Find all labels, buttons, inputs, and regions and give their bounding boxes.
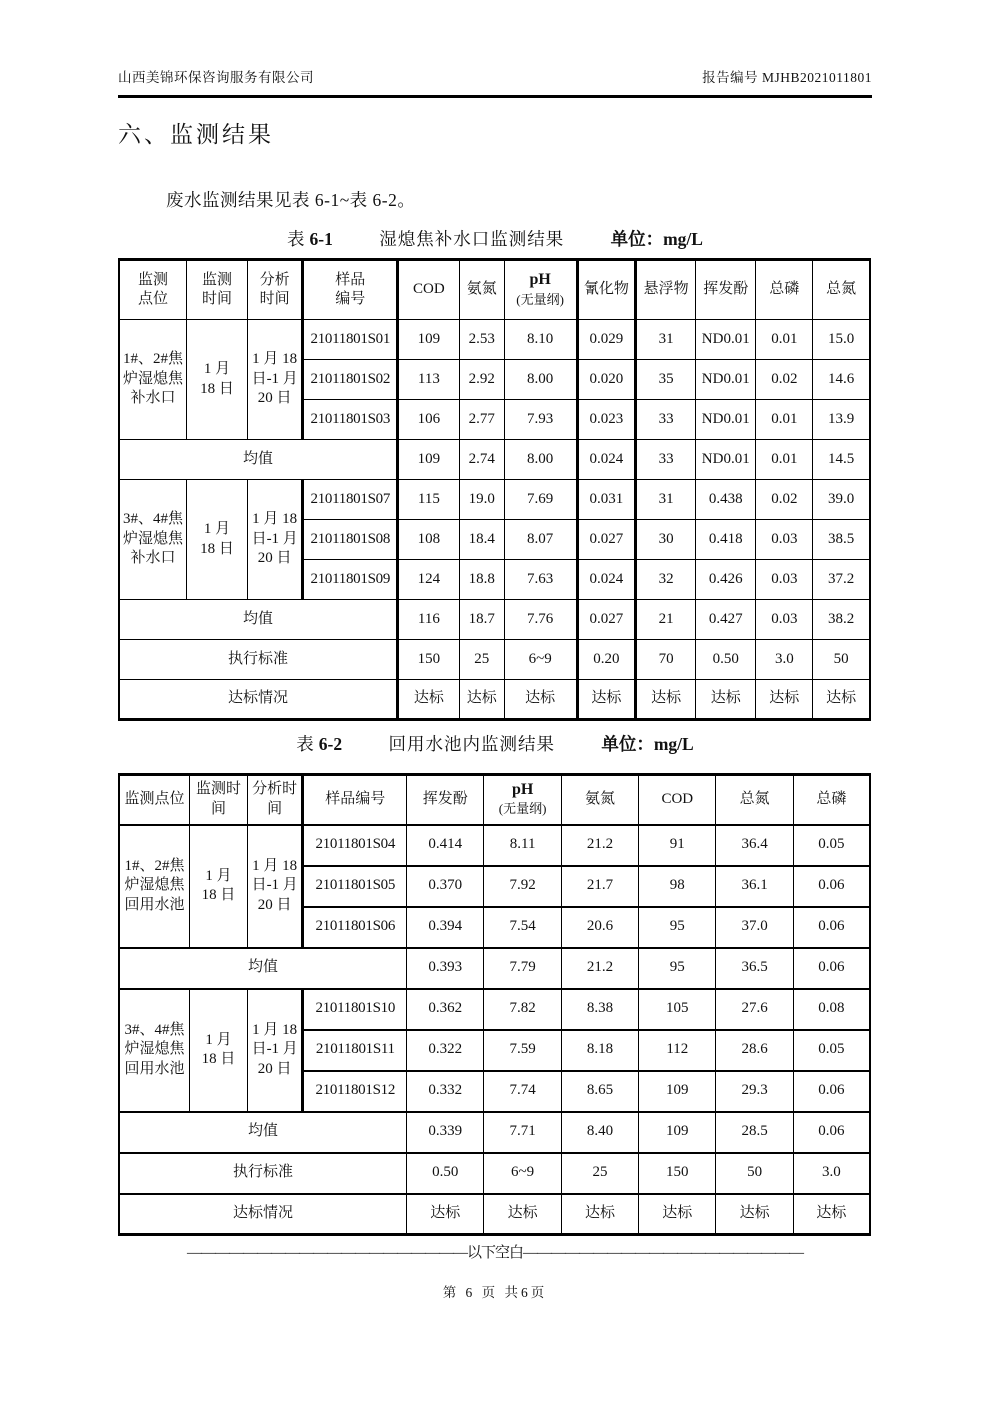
table-cell: 8.38 bbox=[561, 989, 638, 1030]
table-1-caption-unit bbox=[611, 229, 703, 249]
table-2-caption-unit bbox=[601, 734, 693, 754]
table-cell: 50 bbox=[716, 1153, 793, 1194]
table-cell: 达标 bbox=[696, 680, 756, 720]
table-cell: 38.5 bbox=[813, 520, 870, 560]
table-cell: 18.4 bbox=[459, 520, 504, 560]
table-cell: ND0.01 bbox=[696, 400, 756, 440]
table-1-caption-tag: 表 bbox=[287, 229, 305, 249]
column-header: 监测时 间 bbox=[190, 775, 248, 825]
table-cell: 109 bbox=[639, 1071, 716, 1112]
column-header: 总氮 bbox=[716, 775, 793, 825]
table-cell: 21011801S05 bbox=[303, 866, 407, 907]
table-cell: 7.54 bbox=[484, 907, 561, 948]
table-cell: 50 bbox=[813, 640, 870, 680]
table-cell: 106 bbox=[398, 400, 460, 440]
table-cell: 8.00 bbox=[504, 360, 577, 400]
table-cell: 0.322 bbox=[407, 1030, 484, 1071]
table-cell: 1 月 18 日-1 月 20 日 bbox=[247, 825, 303, 948]
unit-value: mg/L bbox=[653, 734, 694, 754]
monitoring-table-6-1 bbox=[118, 258, 871, 721]
table-cell: 21011801S04 bbox=[303, 825, 407, 866]
table-cell: 0.05 bbox=[793, 1030, 870, 1071]
column-header: 氰化物 bbox=[577, 260, 636, 320]
table-cell: 109 bbox=[639, 1112, 716, 1153]
table-cell: 6~9 bbox=[504, 640, 577, 680]
below-blank-divider: ————————————————————以下空白———————————————————— bbox=[186, 1245, 803, 1261]
table-cell: 32 bbox=[636, 560, 696, 600]
table-cell: 2.77 bbox=[459, 400, 504, 440]
row-label: 均值 bbox=[119, 1112, 407, 1153]
table-cell: 0.029 bbox=[577, 320, 636, 360]
table-cell: 7.76 bbox=[504, 600, 577, 640]
table-cell: 达标 bbox=[577, 680, 636, 720]
table-cell: 21 bbox=[636, 600, 696, 640]
column-header: 样品编号 bbox=[303, 775, 407, 825]
table-cell: 2.53 bbox=[459, 320, 504, 360]
unit-label: 单位： bbox=[610, 229, 664, 249]
table-cell: 7.92 bbox=[484, 866, 561, 907]
company-name: 山西美锦环保咨询服务有限公司 bbox=[118, 70, 314, 85]
table-cell: 95 bbox=[639, 948, 716, 989]
table-cell: 21011801S10 bbox=[303, 989, 407, 1030]
table-cell: 0.027 bbox=[577, 520, 636, 560]
column-header: 监测 时间 bbox=[187, 260, 248, 320]
table-cell: 0.438 bbox=[696, 480, 756, 520]
table-cell: 2.92 bbox=[459, 360, 504, 400]
table-cell: 115 bbox=[398, 480, 460, 520]
table-cell: 0.414 bbox=[407, 825, 484, 866]
table-cell: 0.020 bbox=[577, 360, 636, 400]
row-label: 达标情况 bbox=[119, 1194, 407, 1235]
column-header: 监测 点位 bbox=[119, 260, 187, 320]
column-header: 分析时 间 bbox=[247, 775, 303, 825]
column-header: 总磷 bbox=[793, 775, 870, 825]
table-cell: 31 bbox=[636, 480, 696, 520]
table-row bbox=[119, 775, 870, 825]
table-cell: 7.63 bbox=[504, 560, 577, 600]
table-cell: 8.40 bbox=[561, 1112, 638, 1153]
table-row bbox=[119, 600, 870, 640]
table-cell: 39.0 bbox=[813, 480, 870, 520]
table-cell: 2.74 bbox=[459, 440, 504, 480]
table-2-caption-tag: 表 bbox=[296, 734, 314, 754]
table-cell: 0.339 bbox=[407, 1112, 484, 1153]
table-cell: 0.394 bbox=[407, 907, 484, 948]
table-cell: 21011801S08 bbox=[303, 520, 398, 560]
table-cell: 28.6 bbox=[716, 1030, 793, 1071]
row-label: 执行标准 bbox=[119, 640, 398, 680]
column-header: 氨氮 bbox=[459, 260, 504, 320]
table-cell: 0.06 bbox=[793, 948, 870, 989]
column-header: 样品 编号 bbox=[303, 260, 398, 320]
table-cell: 7.71 bbox=[484, 1112, 561, 1153]
table-cell: 27.6 bbox=[716, 989, 793, 1030]
row-label: 均值 bbox=[119, 600, 398, 640]
table-cell: 14.6 bbox=[813, 360, 870, 400]
table-cell: 8.18 bbox=[561, 1030, 638, 1071]
table-cell: 19.0 bbox=[459, 480, 504, 520]
table-cell: 150 bbox=[398, 640, 460, 680]
page-number: 第 6 页 共6页 bbox=[442, 1285, 548, 1300]
table-row bbox=[119, 480, 870, 520]
column-header: pH (无量纲) bbox=[484, 775, 561, 825]
table-cell: 21.7 bbox=[561, 866, 638, 907]
table-cell: 0.393 bbox=[407, 948, 484, 989]
table-cell: 0.418 bbox=[696, 520, 756, 560]
table-cell: 1 月 18 日 bbox=[190, 825, 248, 948]
table-cell: 0.08 bbox=[793, 989, 870, 1030]
table-cell: 20.6 bbox=[561, 907, 638, 948]
table-row bbox=[119, 640, 870, 680]
column-header: 悬浮物 bbox=[636, 260, 696, 320]
section-title: 六、监测结果 bbox=[118, 122, 274, 147]
table-cell: ND0.01 bbox=[696, 320, 756, 360]
table-cell: 0.03 bbox=[756, 560, 813, 600]
table-cell: 29.3 bbox=[716, 1071, 793, 1112]
table-1-caption-title: 湿熄焦补水口监测结果 bbox=[379, 229, 565, 249]
table-cell: 31 bbox=[636, 320, 696, 360]
table-cell: 1 月 18 日-1 月 20 日 bbox=[247, 320, 303, 440]
page-header bbox=[118, 66, 872, 86]
table-cell: 91 bbox=[639, 825, 716, 866]
table-row bbox=[119, 989, 870, 1030]
table-cell: 7.82 bbox=[484, 989, 561, 1030]
table-cell: 7.59 bbox=[484, 1030, 561, 1071]
monitoring-table-6-2 bbox=[118, 773, 871, 1236]
table-cell: 30 bbox=[636, 520, 696, 560]
table-cell: 70 bbox=[636, 640, 696, 680]
table-cell: 21011801S12 bbox=[303, 1071, 407, 1112]
table-cell: 8.00 bbox=[504, 440, 577, 480]
table-cell: 0.426 bbox=[696, 560, 756, 600]
table-cell: 3.0 bbox=[756, 640, 813, 680]
table-cell: 36.1 bbox=[716, 866, 793, 907]
unit-value: mg/L bbox=[663, 229, 703, 249]
table-cell: 124 bbox=[398, 560, 460, 600]
table-cell: 33 bbox=[636, 400, 696, 440]
table-cell: 达标 bbox=[398, 680, 460, 720]
table-cell: 18.8 bbox=[459, 560, 504, 600]
table-cell: 21011801S02 bbox=[303, 360, 398, 400]
table-cell: 0.027 bbox=[577, 600, 636, 640]
table-cell: 1 月 18 日 bbox=[187, 480, 248, 600]
table-cell: 3.0 bbox=[793, 1153, 870, 1194]
table-cell: 0.02 bbox=[756, 480, 813, 520]
report-number: 报告编号 MJHB2021011801 bbox=[702, 70, 872, 85]
table-cell: 8.07 bbox=[504, 520, 577, 560]
table-2-caption-title: 回用水池内监测结果 bbox=[388, 734, 555, 754]
table-row bbox=[119, 948, 870, 989]
table-row bbox=[119, 825, 870, 866]
table-cell: 36.4 bbox=[716, 825, 793, 866]
column-header: 总磷 bbox=[756, 260, 813, 320]
table-cell: 0.01 bbox=[756, 400, 813, 440]
site-label: 1#、2#焦炉湿熄焦回用水池 bbox=[119, 825, 190, 948]
row-label: 执行标准 bbox=[119, 1153, 407, 1194]
table-cell: 0.332 bbox=[407, 1071, 484, 1112]
table-cell: 0.362 bbox=[407, 989, 484, 1030]
header-rule bbox=[118, 95, 872, 98]
table-cell: 37.2 bbox=[813, 560, 870, 600]
row-label: 均值 bbox=[119, 440, 398, 480]
table-row bbox=[119, 1153, 870, 1194]
table-cell: 108 bbox=[398, 520, 460, 560]
table-cell: 1 月 18 日 bbox=[190, 989, 248, 1112]
table-cell: 36.5 bbox=[716, 948, 793, 989]
table-1-caption-number: 6-1 bbox=[309, 229, 333, 249]
table-1-caption bbox=[118, 226, 872, 251]
table-cell: 1 月 18 日 bbox=[187, 320, 248, 440]
table-cell: 0.03 bbox=[756, 600, 813, 640]
table-cell: 0.06 bbox=[793, 1071, 870, 1112]
column-header: 分析 时间 bbox=[247, 260, 303, 320]
column-header: COD bbox=[398, 260, 460, 320]
column-header: 总氮 bbox=[813, 260, 870, 320]
table-cell: 达标 bbox=[756, 680, 813, 720]
table-cell: ND0.01 bbox=[696, 360, 756, 400]
table-cell: 达标 bbox=[813, 680, 870, 720]
table-cell: 15.0 bbox=[813, 320, 870, 360]
table-cell: 98 bbox=[639, 866, 716, 907]
site-label: 3#、4#焦炉湿熄焦补水口 bbox=[119, 480, 187, 600]
table-cell: 112 bbox=[639, 1030, 716, 1071]
table-cell: 109 bbox=[398, 320, 460, 360]
table-row bbox=[119, 1112, 870, 1153]
table-cell: 21011801S01 bbox=[303, 320, 398, 360]
table-cell: 37.0 bbox=[716, 907, 793, 948]
row-label: 均值 bbox=[119, 948, 407, 989]
table-cell: 7.69 bbox=[504, 480, 577, 520]
column-header: COD bbox=[639, 775, 716, 825]
table-2-caption-number: 6-2 bbox=[318, 734, 343, 754]
table-cell: 达标 bbox=[504, 680, 577, 720]
table-cell: 25 bbox=[561, 1153, 638, 1194]
table-cell: 0.03 bbox=[756, 520, 813, 560]
table-cell: 8.11 bbox=[484, 825, 561, 866]
table-cell: 1 月 18 日-1 月 20 日 bbox=[247, 480, 303, 600]
table-cell: 0.031 bbox=[577, 480, 636, 520]
table-cell: 28.5 bbox=[716, 1112, 793, 1153]
column-header: 挥发酚 bbox=[407, 775, 484, 825]
table-cell: 7.74 bbox=[484, 1071, 561, 1112]
column-header: 氨氮 bbox=[561, 775, 638, 825]
column-header: pH (无量纲) bbox=[504, 260, 577, 320]
table-cell: 达标 bbox=[636, 680, 696, 720]
table-cell: 21.2 bbox=[561, 948, 638, 989]
table-cell: 14.5 bbox=[813, 440, 870, 480]
table-cell: 6~9 bbox=[484, 1153, 561, 1194]
table-row bbox=[119, 260, 870, 320]
table-cell: 0.023 bbox=[577, 400, 636, 440]
table-cell: 0.024 bbox=[577, 440, 636, 480]
table-cell: 38.2 bbox=[813, 600, 870, 640]
table-cell: 21011801S06 bbox=[303, 907, 407, 948]
table-cell: 25 bbox=[459, 640, 504, 680]
table-cell: 13.9 bbox=[813, 400, 870, 440]
table-cell: 0.50 bbox=[407, 1153, 484, 1194]
row-label: 达标情况 bbox=[119, 680, 398, 720]
site-label: 3#、4#焦炉湿熄焦回用水池 bbox=[119, 989, 190, 1112]
column-header: 监测点位 bbox=[119, 775, 190, 825]
table-cell: 0.01 bbox=[756, 440, 813, 480]
table-row bbox=[119, 1194, 870, 1235]
table-cell: 0.02 bbox=[756, 360, 813, 400]
table-cell: 21011801S07 bbox=[303, 480, 398, 520]
unit-label: 单位： bbox=[601, 734, 654, 754]
table-cell: 0.427 bbox=[696, 600, 756, 640]
table-cell: 达标 bbox=[639, 1194, 716, 1235]
table-cell: 1 月 18 日-1 月 20 日 bbox=[247, 989, 303, 1112]
table-cell: 达标 bbox=[407, 1194, 484, 1235]
table-cell: 150 bbox=[639, 1153, 716, 1194]
table-cell: 21011801S03 bbox=[303, 400, 398, 440]
table-cell: 21.2 bbox=[561, 825, 638, 866]
table-cell: 0.50 bbox=[696, 640, 756, 680]
table-cell: 达标 bbox=[561, 1194, 638, 1235]
site-label: 1#、2#焦炉湿熄焦补水口 bbox=[119, 320, 187, 440]
table-cell: 0.370 bbox=[407, 866, 484, 907]
table-row bbox=[119, 320, 870, 360]
table-cell: 达标 bbox=[484, 1194, 561, 1235]
table-cell: 95 bbox=[639, 907, 716, 948]
table-row bbox=[119, 440, 870, 480]
table-cell: 8.65 bbox=[561, 1071, 638, 1112]
table-cell: 21011801S09 bbox=[303, 560, 398, 600]
table-cell: 116 bbox=[398, 600, 460, 640]
table-cell: 0.06 bbox=[793, 907, 870, 948]
table-cell: 7.93 bbox=[504, 400, 577, 440]
table-cell: 33 bbox=[636, 440, 696, 480]
table-cell: 35 bbox=[636, 360, 696, 400]
table-cell: 达标 bbox=[793, 1194, 870, 1235]
table-cell: ND0.01 bbox=[696, 440, 756, 480]
table-cell: 0.024 bbox=[577, 560, 636, 600]
table-cell: 0.01 bbox=[756, 320, 813, 360]
column-header: 挥发酚 bbox=[696, 260, 756, 320]
table-cell: 0.06 bbox=[793, 866, 870, 907]
table-cell: 0.05 bbox=[793, 825, 870, 866]
table-cell: 105 bbox=[639, 989, 716, 1030]
table-row bbox=[119, 680, 870, 720]
table-cell: 0.06 bbox=[793, 1112, 870, 1153]
table-cell: 达标 bbox=[459, 680, 504, 720]
table-cell: 8.10 bbox=[504, 320, 577, 360]
table-cell: 0.20 bbox=[577, 640, 636, 680]
table-cell: 18.7 bbox=[459, 600, 504, 640]
table-cell: 达标 bbox=[716, 1194, 793, 1235]
table-cell: 7.79 bbox=[484, 948, 561, 989]
table-cell: 113 bbox=[398, 360, 460, 400]
intro-paragraph: 废水监测结果见表 6-1~表 6-2。 bbox=[166, 190, 416, 210]
table-2-caption bbox=[118, 731, 872, 756]
table-cell: 21011801S11 bbox=[303, 1030, 407, 1071]
table-cell: 109 bbox=[398, 440, 460, 480]
